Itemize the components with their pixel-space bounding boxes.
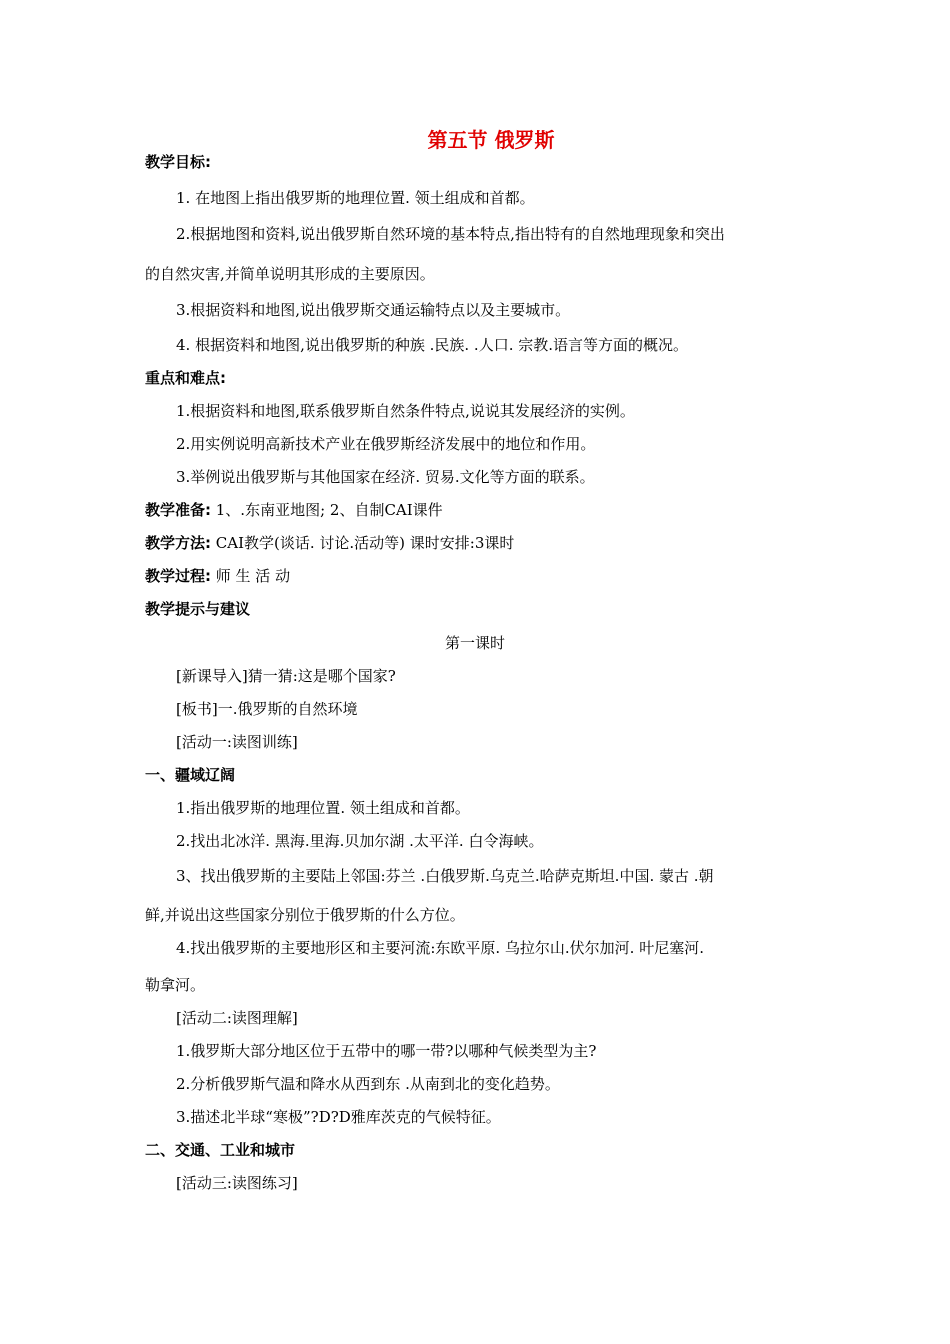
intro-line: [活动一:读图训练] — [176, 733, 298, 751]
method-label: 教学方法: — [145, 534, 211, 552]
process-line — [145, 566, 290, 586]
method-text: CAI教学(谈话. 讨论.活动等) 课时安排:3课时 — [211, 534, 515, 552]
activity2-line: 3.描述北半球“寒极”?D?D雅库茨克的气候特征。 — [176, 1108, 501, 1126]
method-line — [145, 533, 514, 553]
goal-line: 的自然灾害,并简单说明其形成的主要原因。 — [145, 265, 435, 283]
prep-line — [145, 500, 443, 520]
prep-text: 1、.东南亚地图; 2、自制CAI课件 — [211, 501, 443, 519]
keypoint-line: 1.根据资料和地图,联系俄罗斯自然条件特点,说说其发展经济的实例。 — [176, 402, 635, 420]
section1-line: 1.指出俄罗斯的地理位置. 领土组成和首都。 — [176, 799, 470, 817]
goal-line: 3.根据资料和地图,说出俄罗斯交通运输特点以及主要城市。 — [176, 301, 571, 319]
goal-line: 4. 根据资料和地图,说出俄罗斯的种族 .民族. .人口. 宗教.语言等方面的概况。 — [176, 336, 688, 354]
goal-line: 1. 在地图上指出俄罗斯的地理位置. 领土组成和首都。 — [176, 189, 535, 207]
tips-heading: 教学提示与建议 — [145, 600, 251, 618]
page-title: 第五节 俄罗斯 — [427, 128, 555, 152]
goals-heading: 教学目标: — [145, 153, 211, 171]
activity2-line: 2.分析俄罗斯气温和降水从西到东 .从南到北的变化趋势。 — [176, 1075, 560, 1093]
activity2-heading: [活动二:读图理解] — [176, 1009, 298, 1027]
process-label: 教学过程: — [145, 567, 211, 585]
keypoint-line: 2.用实例说明高新技术产业在俄罗斯经济发展中的地位和作用。 — [176, 435, 596, 453]
intro-line: [新课导入]猜一猜:这是哪个国家? — [176, 667, 396, 685]
process-text: 师 生 活 动 — [211, 567, 291, 585]
goal-line: 2.根据地图和资料,说出俄罗斯自然环境的基本特点,指出特有的自然地理现象和突出 — [176, 225, 725, 243]
section2-heading: 二、交通、工业和城市 — [145, 1141, 296, 1159]
keypoint-line: 3.举例说出俄罗斯与其他国家在经济. 贸易.文化等方面的联系。 — [176, 468, 595, 486]
section1-line: 4.找出俄罗斯的主要地形区和主要河流:东欧平原. 乌拉尔山.伏尔加河. 叶尼塞河. — [176, 939, 704, 957]
activity3-heading: [活动三:读图练习] — [176, 1174, 298, 1192]
keypoints-heading: 重点和难点: — [145, 369, 226, 387]
activity2-line: 1.俄罗斯大部分地区位于五带中的哪一带?以哪种气候类型为主? — [176, 1042, 597, 1060]
lesson-heading: 第一课时 — [444, 634, 505, 652]
section1-line: 3、找出俄罗斯的主要陆上邻国:芬兰 .白俄罗斯.乌克兰.哈萨克斯坦.中国. 蒙古 .朝 — [176, 867, 714, 885]
section1-line: 勒拿河。 — [145, 976, 206, 994]
prep-label: 教学准备: — [145, 501, 211, 519]
section1-heading: 一、疆域辽阔 — [145, 766, 236, 784]
section1-line: 2.找出北冰洋. 黑海.里海.贝加尔湖 .太平洋. 白令海峡。 — [176, 832, 544, 850]
intro-line: [板书]一.俄罗斯的自然环境 — [176, 700, 358, 718]
section1-line: 鲜,并说出这些国家分别位于俄罗斯的什么方位。 — [145, 906, 465, 924]
